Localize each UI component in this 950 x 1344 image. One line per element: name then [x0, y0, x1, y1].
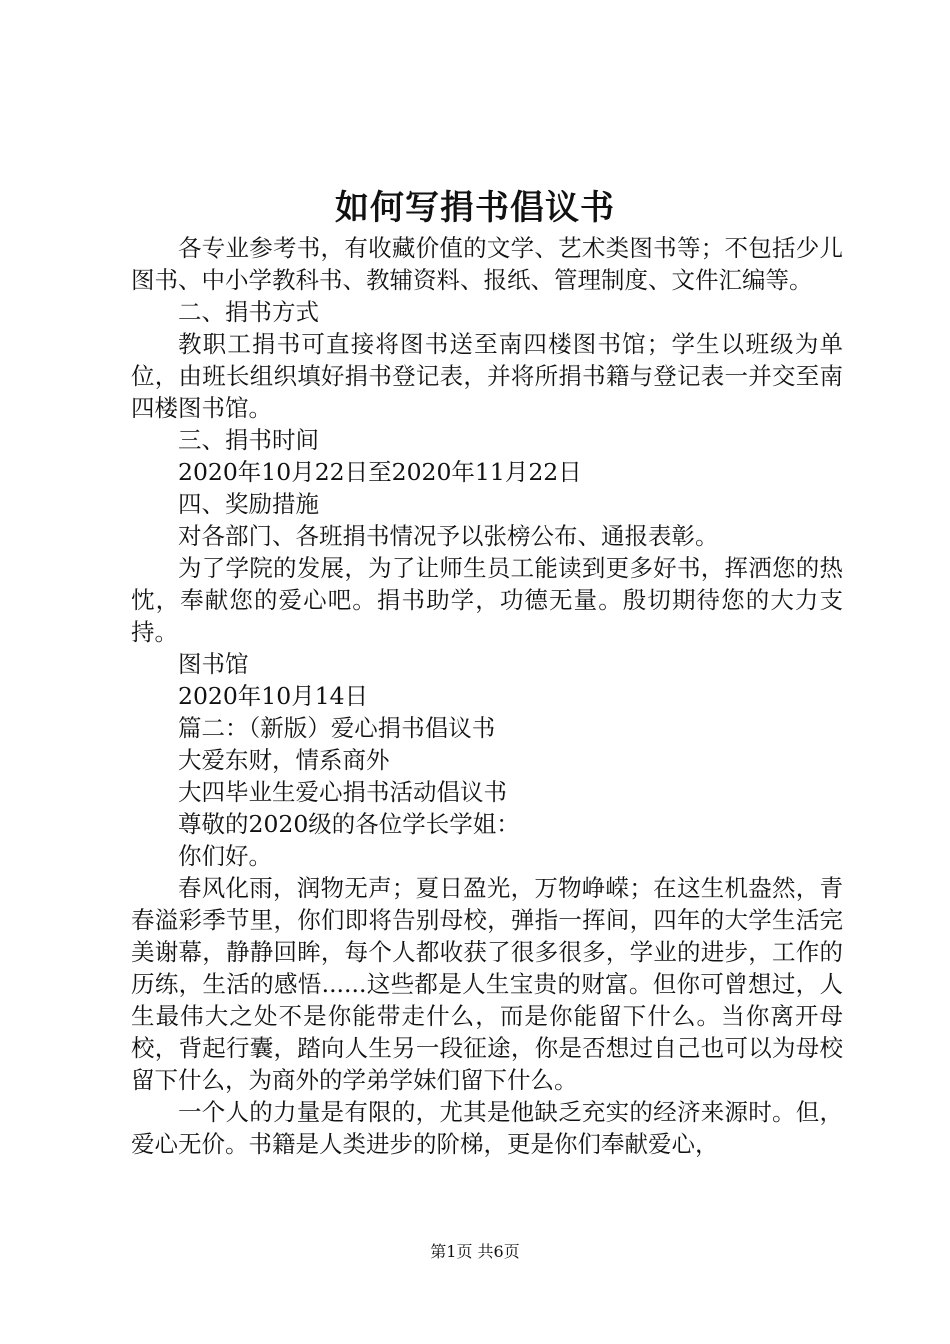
salutation: 尊敬的2020级的各位学长学姐：: [178, 810, 520, 838]
paragraph-rewards: 对各部门、各班捐书情况予以张榜公布、通报表彰。: [178, 522, 719, 550]
signature-date: 2020年10月14日: [178, 682, 369, 710]
paragraph-donation-method: 教职工捐书可直接将图书送至南四楼图书馆；学生以班级为单位，由班长组织填好捐书登记表，并将所捐书籍与登记表一并交至南四楼图书馆。: [131, 330, 843, 422]
document-title: 如何写捐书倡议书: [335, 188, 615, 228]
slogan: 大爱东财，情系商外: [178, 746, 390, 774]
heading-rewards: 四、奖励措施: [178, 490, 319, 518]
proposal-title: 大四毕业生爱心捐书活动倡议书: [178, 778, 507, 806]
greeting: 你们好。: [178, 842, 272, 870]
paragraph-donation-time: 2020年10月22日至2020年11月22日: [178, 458, 582, 486]
paragraph-appeal: 为了学院的发展，为了让师生员工能读到更多好书，挥洒您的热忱，奉献您的爱心吧。捐书助学，功德无量。殷切期待您的大力支持。: [131, 554, 843, 646]
paragraph-spring: 春风化雨，润物无声；夏日盈光，万物峥嵘；在这生机盎然，青春溢彩季节里，你们即将告别母校，弹指一挥间，四年的大学生活完美谢幕，静静回眸，每个人都收获了很多很多，学业的进步，工作的历练，生活的感悟......这些都是人生宝贵的财富。但你可曾想过，人生最伟大之处不是你能带走什么，而是你能留下什么。当你离开母校，背起行囊，踏向人生另一段征途，你是否想过自己也可以为母校留下什么，为商外的学弟学妹们留下什么。: [131, 874, 843, 1094]
section-two-title: 篇二：（新版）爱心捐书倡议书: [178, 714, 496, 742]
signature-library: 图书馆: [178, 650, 249, 678]
paragraph-scope: 各专业参考书，有收藏价值的文学、艺术类图书等；不包括少儿图书、中小学教科书、教辅资料、报纸、管理制度、文件汇编等。: [131, 234, 843, 294]
document-body: [131, 232, 843, 1160]
page-footer: 第1页 共6页: [430, 1242, 520, 1261]
heading-donation-method: 二、捐书方式: [178, 298, 319, 326]
heading-donation-time: 三、捐书时间: [178, 426, 319, 454]
paragraph-power: 一个人的力量是有限的，尤其是他缺乏充实的经济来源时。但，爱心无价。书籍是人类进步的阶梯，更是你们奉献爱心，: [131, 1098, 843, 1158]
